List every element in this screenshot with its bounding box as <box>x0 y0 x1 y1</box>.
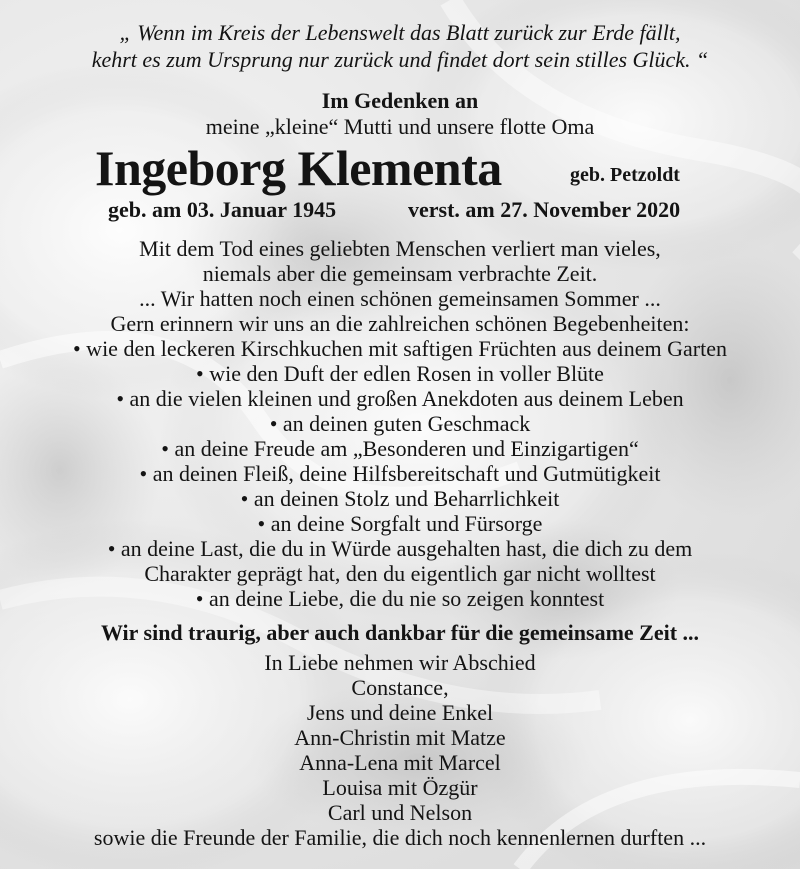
mourner-name: Louisa mit Özgür <box>322 775 478 800</box>
bullet-item: • an die vielen kleinen und großen Anekdoten aus deinem Leben <box>116 386 684 411</box>
remembrance-heading: Im Gedenken an <box>321 88 479 113</box>
mourner-name: Constance, <box>351 675 449 700</box>
subtitle: meine „kleine“ Mutti und unsere flotte Oma <box>205 114 595 139</box>
bullet-item: • an deine Last, die du in Würde ausgehalten hast, die dich zu dem <box>107 536 693 561</box>
birth-date: geb. am 03. Januar 1945 <box>108 197 337 222</box>
bullet-item: • an deinen Fleiß, deine Hilfsbereitschaft und Gutmütigkeit <box>139 461 661 486</box>
quote-line-1: „ Wenn im Kreis der Lebenswelt das Blatt zurück zur Erde fällt, <box>119 20 681 45</box>
body-line: Gern erinnern wir uns an die zahlreichen schönen Begebenheiten: <box>110 311 690 336</box>
body-line: niemals aber die gemeinsam verbrachte Zeit. <box>202 261 598 286</box>
quote-line-2: kehrt es zum Ursprung nur zurück und findet dort sein stilles Glück. “ <box>91 47 709 72</box>
friends-line: sowie die Freunde der Familie, die dich noch kennenlernen durften ... <box>93 825 707 850</box>
name-row <box>0 140 800 196</box>
bullet-item: • wie den leckeren Kirschkuchen mit saftigen Früchten aus deinem Garten <box>72 336 728 361</box>
mourner-name: Anna-Lena mit Marcel <box>299 750 501 775</box>
maiden-name: geb. Petzoldt <box>570 164 680 186</box>
death-date: verst. am 27. November 2020 <box>408 197 681 222</box>
deceased-name: Ingeborg Klementa <box>95 140 502 196</box>
mourner-name: Ann-Christin mit Matze <box>294 725 506 750</box>
bullet-item: • an deine Liebe, die du nie so zeigen konntest <box>195 586 605 611</box>
bullet-item: • an deinen Stolz und Beharrlichkeit <box>240 486 560 511</box>
bullet-item: • wie den Duft der edlen Rosen in voller Blüte <box>196 361 604 386</box>
closing-statement: Wir sind traurig, aber auch dankbar für die gemeinsame Zeit ... <box>100 620 700 645</box>
bullet-item: • an deine Sorgfalt und Fürsorge <box>257 511 543 536</box>
bullet-item-continued: Charakter geprägt hat, den du eigentlich gar nicht wolltest <box>144 561 656 586</box>
mourner-name: Jens und deine Enkel <box>306 700 494 725</box>
bullet-item: • an deinen guten Geschmack <box>269 411 531 436</box>
bullet-item: • an deine Freude am „Besonderen und Einzigartigen“ <box>161 436 639 461</box>
body-line: Mit dem Tod eines geliebten Menschen verliert man vieles, <box>139 236 661 261</box>
mourner-name: Carl und Nelson <box>327 800 473 825</box>
body-line: ... Wir hatten noch einen schönen gemeinsamen Sommer ... <box>139 286 661 311</box>
farewell-line: In Liebe nehmen wir Abschied <box>264 650 536 675</box>
